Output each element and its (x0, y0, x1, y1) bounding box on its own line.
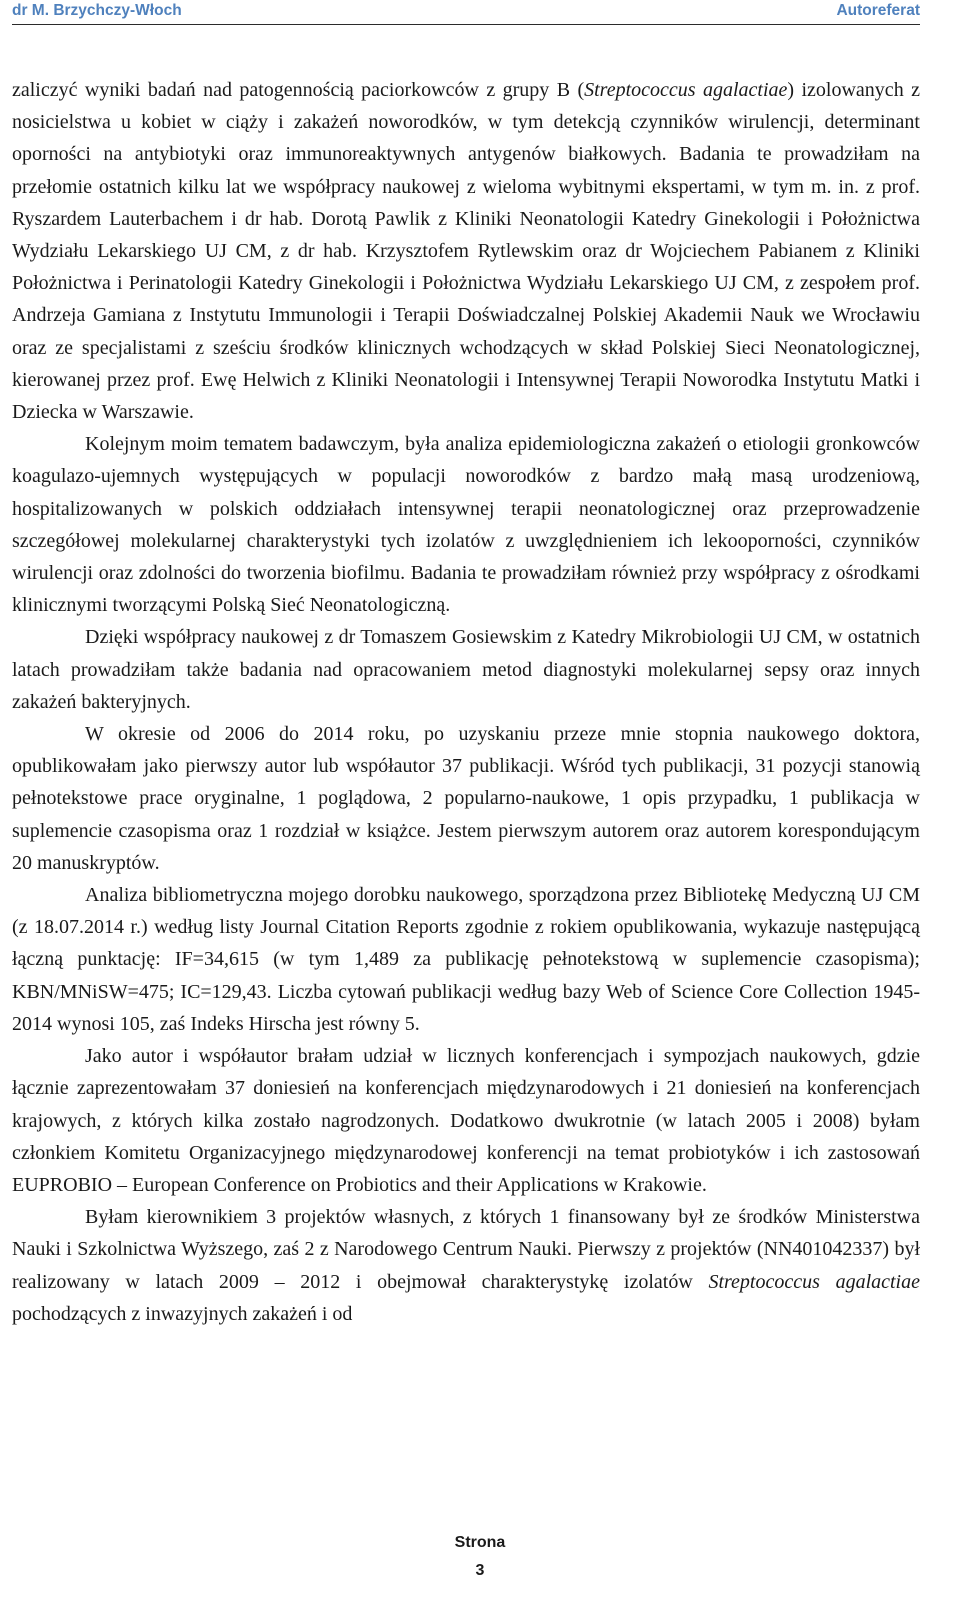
body-paragraph (12, 879, 920, 1040)
body-paragraph (12, 1201, 920, 1330)
paragraph-text: W okresie od 2006 do 2014 roku, po uzyskaniu przeze mnie stopnia naukowego doktora, opublikowałam jako pierwszy autor lub współautor 37 publikacji. Wśród tych publikacji, 31 pozycji stanowią pełnotekstowe prace oryginalne, 1 poglądowa, 2 popularno-naukowe, 1 opis przypadku, 1 publikacja w suplemencie czasopisma oraz 1 rozdział w książce. Jestem pierwszym autorem oraz autorem korespondującym 20 manuskryptów. (12, 723, 920, 874)
header-author: dr M. Brzychczy-Włoch (12, 2, 182, 19)
body-paragraph (12, 621, 920, 718)
italic-text: Streptococcus agalactiae (708, 1270, 920, 1293)
body-paragraph (12, 74, 920, 428)
paragraph-text: Byłam kierownikiem 3 projektów własnych, z których 1 finansowany był ze środków Ministerstwa Nauki i Szkolnictwa Wyższego, zaś 2 z Narodowego Centrum Nauki. Pierwszy z projektów (NN401042337) był realizowany w latach 2009 – 2012 i obejmował charakterystykę izolatów (12, 1206, 920, 1293)
body-paragraph (12, 718, 920, 879)
page-header (12, 0, 920, 25)
italic-text: Streptococcus agalactiae (584, 79, 788, 101)
footer-page-label: Strona (454, 1534, 506, 1551)
paragraph-text: Analiza bibliometryczna mojego dorobku naukowego, sporządzona przez Bibliotekę Medyczną UJ CM (z 18.07.2014 r.) według listy Journal Citation Reports zgodnie z rokiem opublikowania, wykazuje następującą łączną punktację: IF=34,615 (w tym 1,489 za publikację pełnotekstową w suplemencie czasopisma); KBN/MNiSW=475; IC=129,43. Liczba cytowań publikacji według bazy Web of Science Core Collection 1945-2014 wynosi 105, zaś Indeks Hirscha jest równy 5. (12, 884, 920, 1035)
paragraph-text: Jako autor i współautor brałam udział w licznych konferencjach i sympozjach naukowych, gdzie łącznie zaprezentowałam 37 doniesień na konferencjach międzynarodowych i 21 doniesień na konferencjach krajowych, z których kilka zostało nagrodzonych. Dodatkowo dwukrotnie (w latach 2005 i 2008) byłam członkiem Komitetu Organizacyjnego międzynarodowej konferencji na temat probiotyków i ich zastosowań EUPROBIO – European Conference on Probiotics and their Applications w Krakowie. (12, 1045, 920, 1196)
body-paragraph (12, 1040, 920, 1201)
paragraph-text: zaliczyć wyniki badań nad patogennością paciorkowców z grupy B ( (12, 79, 585, 101)
body-paragraph (12, 428, 920, 621)
paragraph-text: ) izolowanych z nosicielstwa u kobiet w ciąży i zakażeń noworodków, w tym detekcją czynników wirulencji, determinant oporności na antybiotyki oraz immunoreaktywnych antygenów białkowych. Badania te prowadziłam na przełomie ostatnich kilku lat we współpracy naukowej z wieloma wybitnymi ekspertami, w tym m. in. z prof. Ryszardem Lauterbachem i dr hab. Dorotą Pawlik z Kliniki Neonatologii Katedry Ginekologii i Położnictwa Wydziału Lekarskiego UJ CM, z dr hab. Krzysztofem Rytlewskim oraz dr Wojciechem Pabianem z Kliniki Położnictwa i Perinatologii Katedry Ginekologii i Położnictwa Wydziału Lekarskiego UJ CM, z zespołem prof. Andrzeja Gamiana z Instytutu Immunologii i Terapii Doświadczalnej Polskiej Akademii Nauk we Wrocławiu oraz ze specjalistami z sześciu środków klinicznych wchodzących w skład Polskiej Sieci Neonatologicznej, kierowanej przez prof. Ewę Helwich z Kliniki Neonatologii i Intensywnej Terapii Noworodka Instytutu Matki i Dziecka w Warszawie. (12, 79, 920, 424)
document-body (12, 74, 920, 1330)
paragraph-text: pochodzących z inwazyjnych zakażeń i od (12, 1302, 353, 1325)
page-footer (0, 1529, 960, 1585)
paragraph-text: Dzięki współpracy naukowej z dr Tomaszem Gosiewskim z Katedry Mikrobiologii UJ CM, w ostatnich latach prowadziłam także badania nad opracowaniem metod diagnostyki molekularnej sepsy oraz innych zakażeń bakteryjnych. (12, 626, 920, 713)
header-document-type: Autoreferat (836, 2, 920, 19)
footer-page-number: 3 (475, 1562, 485, 1579)
paragraph-text: Kolejnym moim tematem badawczym, była analiza epidemiologiczna zakażeń o etiologii gronkowców koagulazo-ujemnych występujących w populacji noworodków z bardzo małą masą urodzeniową, hospitalizowanych w polskich oddziałach intensywnej terapii neonatologicznej oraz przeprowadzenie szczegółowej molekularnej charakterystyki tych izolatów z uwzględnieniem ich lekooporności, czynników wirulencji oraz zdolności do tworzenia biofilmu. Badania te prowadziłam również przy współpracy z ośrodkami klinicznymi tworzącymi Polską Sieć Neonatologiczną. (12, 433, 920, 617)
